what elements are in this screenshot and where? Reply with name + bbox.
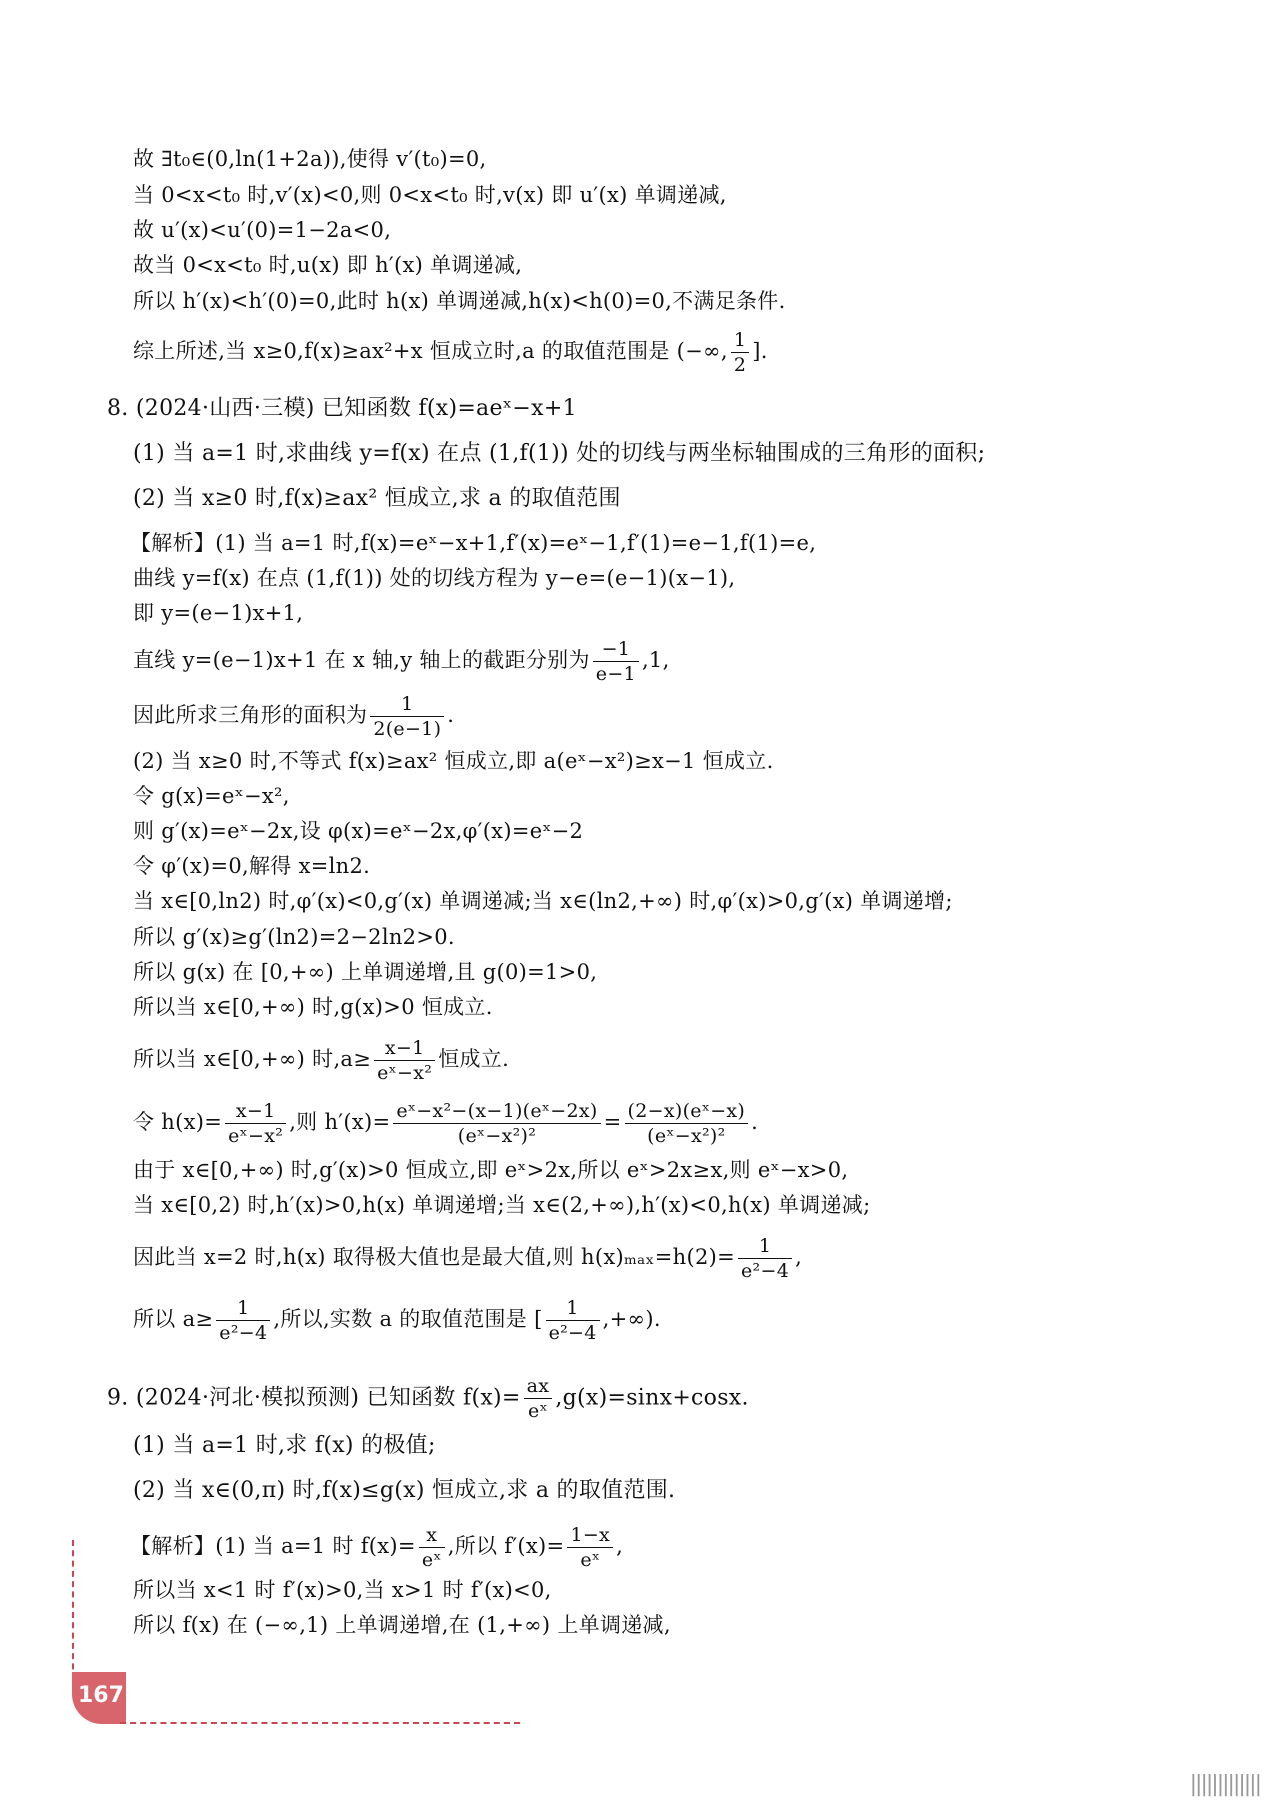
fraction-numerator: (2−x)(eˣ−x) bbox=[627, 1100, 746, 1122]
fraction bbox=[370, 692, 444, 741]
fraction bbox=[216, 1296, 270, 1345]
text-line: 故当 0<x<t₀ 时,u(x) 即 h′(x) 单调递减, bbox=[133, 253, 523, 277]
solution-line: 当 x∈[0,2) 时,h′(x)>0,h(x) 单调递增;当 x∈(2,+∞),h′(x)<0,h(x) 单调递减; bbox=[133, 1193, 871, 1217]
fraction bbox=[625, 1099, 749, 1148]
text-run: ,所以,实数 a 的取值范围是 [ bbox=[273, 1307, 543, 1331]
solution-line bbox=[133, 637, 670, 686]
solution-line bbox=[130, 1523, 623, 1572]
text-line: 当 0<x<t₀ 时,v′(x)<0,则 0<x<t₀ 时,v(x) 即 u′(x) 单调递减, bbox=[133, 183, 727, 207]
text-run: = bbox=[603, 1110, 622, 1134]
fraction-numerator: 1 bbox=[733, 329, 747, 351]
fraction bbox=[524, 1374, 553, 1423]
text-run: 综上所述,当 x≥0,f(x)≥ax²+x 恒成立时,a 的取值范围是 (−∞, bbox=[133, 339, 728, 363]
solution-line: 当 x∈[0,ln2) 时,φ′(x)<0,g′(x) 单调递减;当 x∈(ln2,+∞) 时,φ′(x)>0,g′(x) 单调递增; bbox=[133, 889, 953, 913]
solution-line: 由于 x∈[0,+∞) 时,g′(x)>0 恒成立,即 eˣ>2x,所以 eˣ>2x≥x,则 eˣ−x>0, bbox=[133, 1158, 849, 1182]
page-footer-decoration bbox=[120, 1722, 520, 1724]
fraction-denominator: eˣ bbox=[419, 1547, 445, 1572]
solution-line: (2) 当 x≥0 时,不等式 f(x)≥ax² 恒成立,即 a(eˣ−x²)≥x−1 恒成立. bbox=[133, 749, 774, 773]
fraction-numerator: x−1 bbox=[235, 1100, 276, 1122]
solution-line bbox=[133, 692, 454, 741]
fraction-denominator: (eˣ−x²)² bbox=[625, 1123, 749, 1148]
fraction bbox=[731, 328, 749, 377]
text-line: 故 u′(x)<u′(0)=1−2a<0, bbox=[133, 218, 392, 242]
fraction-numerator: x bbox=[426, 1524, 438, 1546]
fraction-numerator: 1−x bbox=[570, 1524, 611, 1546]
text-run: ]. bbox=[752, 339, 768, 363]
watermark: ||||||||||||| bbox=[1189, 1772, 1260, 1797]
fraction bbox=[546, 1296, 600, 1345]
solution-line bbox=[133, 1099, 758, 1148]
solution-line: 即 y=(e−1)x+1, bbox=[133, 601, 304, 625]
solution-line: 所以 g(x) 在 [0,+∞) 上单调递增,且 g(0)=1>0, bbox=[133, 960, 598, 984]
fraction-numerator: −1 bbox=[601, 638, 631, 660]
text-run: . bbox=[447, 703, 455, 727]
fraction-denominator: eˣ bbox=[524, 1398, 553, 1423]
fraction-denominator: e²−4 bbox=[546, 1320, 600, 1345]
page-number: 167 bbox=[78, 1683, 124, 1708]
text-run: . bbox=[751, 1110, 759, 1134]
text-run: 【解析】(1) 当 a=1 时 f(x)= bbox=[130, 1534, 416, 1558]
text-run: 因此当 x=2 时,h(x) 取得极大值也是最大值,则 h(x)ₘₐₓ=h(2)= bbox=[133, 1245, 736, 1269]
fraction-denominator: e−1 bbox=[593, 661, 639, 686]
fraction-denominator: e²−4 bbox=[738, 1258, 792, 1283]
fraction bbox=[738, 1234, 792, 1283]
text-run: 直线 y=(e−1)x+1 在 x 轴,y 轴上的截距分别为 bbox=[133, 648, 590, 672]
solution-line: 曲线 y=f(x) 在点 (1,f(1)) 处的切线方程为 y−e=(e−1)(x−1), bbox=[133, 566, 736, 590]
solution-line: 所以 f(x) 在 (−∞,1) 上单调递增,在 (1,+∞) 上单调递减, bbox=[133, 1613, 671, 1637]
fraction-numerator: 1 bbox=[758, 1235, 772, 1257]
text-line bbox=[133, 328, 768, 377]
fraction-numerator: ax bbox=[526, 1375, 550, 1397]
question-9-part-1: (1) 当 a=1 时,求 f(x) 的极值; bbox=[133, 1433, 436, 1458]
fraction bbox=[567, 1523, 613, 1572]
fraction-denominator: 2 bbox=[731, 352, 749, 377]
fraction-denominator: eˣ bbox=[567, 1547, 613, 1572]
fraction bbox=[593, 637, 639, 686]
fraction bbox=[225, 1099, 286, 1148]
text-run: 令 h(x)= bbox=[133, 1110, 223, 1134]
question-9-part-2: (2) 当 x∈(0,π) 时,f(x)≤g(x) 恒成立,求 a 的取值范围. bbox=[133, 1478, 676, 1503]
solution-line: 所以 g′(x)≥g′(ln2)=2−2ln2>0. bbox=[133, 925, 455, 949]
solution-line bbox=[133, 1296, 661, 1345]
text-line: 所以 h′(x)<h′(0)=0,此时 h(x) 单调递减,h(x)<h(0)=0,不满足条件. bbox=[133, 289, 786, 313]
solution-line bbox=[133, 1234, 802, 1283]
solution-line: 令 g(x)=eˣ−x², bbox=[133, 784, 290, 808]
text-run: 因此所求三角形的面积为 bbox=[133, 703, 368, 727]
text-run: , bbox=[795, 1245, 803, 1269]
question-9-title bbox=[107, 1374, 749, 1423]
text-run: 9. (2024·河北·模拟预测) 已知函数 f(x)= bbox=[107, 1385, 521, 1411]
fraction-numerator: 1 bbox=[566, 1297, 579, 1319]
fraction-numerator: x−1 bbox=[384, 1037, 425, 1059]
solution-line: 令 φ′(x)=0,解得 x=ln2. bbox=[133, 854, 371, 878]
solution-line: 【解析】(1) 当 a=1 时,f(x)=eˣ−x+1,f′(x)=eˣ−1,f′(1)=e−1,f(1)=e, bbox=[130, 531, 817, 555]
question-8-title: 8. (2024·山西·三模) 已知函数 f(x)=aeˣ−x+1 bbox=[107, 396, 577, 421]
text-line: 故 ∃t₀∈(0,ln(1+2a)),使得 v′(t₀)=0, bbox=[133, 147, 487, 171]
text-run: 恒成立. bbox=[438, 1047, 510, 1071]
text-run: 所以 a≥ bbox=[133, 1307, 214, 1331]
fraction bbox=[393, 1099, 600, 1148]
solution-line: 则 g′(x)=eˣ−2x,设 φ(x)=eˣ−2x,φ′(x)=eˣ−2 bbox=[133, 819, 584, 843]
fraction-denominator: 2(e−1) bbox=[370, 716, 444, 741]
solution-line bbox=[133, 1036, 509, 1085]
question-8-part-1: (1) 当 a=1 时,求曲线 y=f(x) 在点 (1,f(1)) 处的切线与两坐标轴围成的三角形的面积; bbox=[133, 441, 986, 466]
fraction-numerator: 1 bbox=[237, 1297, 250, 1319]
fraction bbox=[419, 1523, 445, 1572]
text-run: , bbox=[616, 1534, 624, 1558]
fraction bbox=[374, 1036, 435, 1085]
solution-line: 所以当 x<1 时 f′(x)>0,当 x>1 时 f′(x)<0, bbox=[133, 1578, 552, 1602]
page-border-decoration bbox=[72, 1540, 74, 1690]
text-run: 所以当 x∈[0,+∞) 时,a≥ bbox=[133, 1047, 372, 1071]
text-run: ,所以 f′(x)= bbox=[447, 1534, 565, 1558]
fraction-numerator: eˣ−x²−(x−1)(eˣ−2x) bbox=[396, 1100, 598, 1122]
text-run: ,则 h′(x)= bbox=[289, 1110, 391, 1134]
text-run: ,+∞). bbox=[602, 1307, 661, 1331]
fraction-denominator: eˣ−x² bbox=[225, 1123, 286, 1148]
fraction-numerator: 1 bbox=[401, 693, 414, 715]
fraction-denominator: e²−4 bbox=[216, 1320, 270, 1345]
fraction-denominator: eˣ−x² bbox=[374, 1060, 435, 1085]
solution-line: 所以当 x∈[0,+∞) 时,g(x)>0 恒成立. bbox=[133, 995, 493, 1019]
question-8-part-2: (2) 当 x≥0 时,f(x)≥ax² 恒成立,求 a 的取值范围 bbox=[133, 486, 621, 511]
fraction-denominator: (eˣ−x²)² bbox=[393, 1123, 600, 1148]
text-run: ,g(x)=sinx+cosx. bbox=[555, 1385, 749, 1411]
text-run: ,1, bbox=[641, 648, 670, 672]
